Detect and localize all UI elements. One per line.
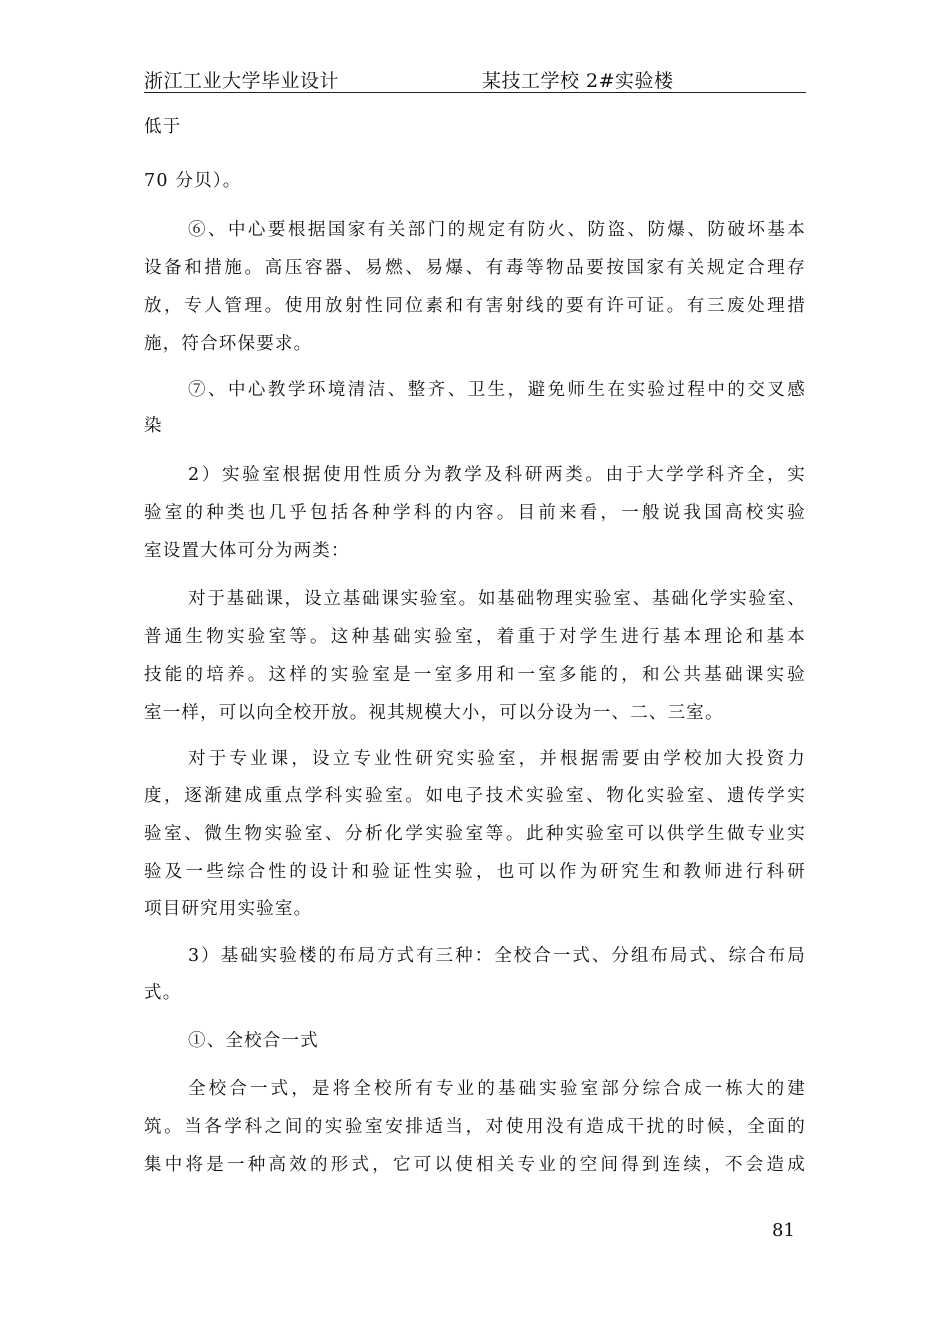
paragraph-first-line: 全校合一式，是将全校所有专业的基础实验室部分综合成一栋大的建	[188, 1079, 806, 1099]
text-line: 室一样，可以向全校开放。视其规模大小，可以分设为一、二、三室。	[144, 703, 724, 723]
header-project-title: 某技工学校 2#实验楼	[482, 70, 674, 92]
text-line: 度，逐渐建成重点学科实验室。如电子技术实验室、物化实验室、遗传学实	[144, 786, 806, 806]
text-line: 设备和措施。高压容器、易燃、易爆、有毒等物品要按国家有关规定合理存	[144, 258, 806, 278]
paragraph-first-line: 对于专业课，设立专业性研究实验室，并根据需要由学校加大投资力	[188, 749, 806, 769]
paragraph-first-line: 对于基础课，设立基础课实验室。如基础物理实验室、基础化学实验室、	[188, 589, 806, 609]
text-line: 验室的种类也几乎包括各种学科的内容。目前来看，一般说我国高校实验	[144, 503, 806, 523]
page-number: 81	[772, 1220, 795, 1241]
text-line: 低于	[144, 117, 182, 137]
text-line: 70 分贝）。	[144, 171, 242, 191]
text-line: 施，符合环保要求。	[144, 334, 313, 354]
section-heading: ①、全校合一式	[188, 1031, 319, 1051]
text-line: 集中将是一种高效的形式，它可以使相关专业的空间得到连续，不会造成	[144, 1155, 806, 1175]
header-university-title: 浙江工业大学毕业设计	[144, 70, 340, 92]
paragraph-first-line: ⑥、中心要根据国家有关部门的规定有防火、防盗、防爆、防破坏基本	[188, 220, 806, 240]
text-line: 验室、微生物实验室、分析化学实验室等。此种实验室可以供学生做专业实	[144, 824, 806, 844]
text-line: 筑。当各学科之间的实验室安排适当，对使用没有造成干扰的时候，全面的	[144, 1117, 806, 1137]
text-line: 染	[144, 416, 163, 436]
text-line: 普通生物实验室等。这种基础实验室，着重于对学生进行基本理论和基本	[144, 627, 806, 647]
text-line: 式。	[144, 983, 182, 1003]
text-line: 验及一些综合性的设计和验证性实验，也可以作为研究生和教师进行科研	[144, 862, 806, 882]
paragraph-first-line: ⑦、中心教学环境清洁、整齐、卫生，避免师生在实验过程中的交叉感	[188, 380, 806, 400]
text-line: 室设置大体可分为两类：	[144, 541, 350, 561]
text-line: 技能的培养。这样的实验室是一室多用和一室多能的，和公共基础课实验	[144, 665, 806, 685]
text-line: 项目研究用实验室。	[144, 899, 313, 919]
paragraph-first-line: 3）基础实验楼的布局方式有三种：全校合一式、分组布局式、综合布局	[188, 946, 806, 966]
paragraph-first-line: 2）实验室根据使用性质分为教学及科研两类。由于大学学科齐全，实	[188, 465, 806, 485]
text-line: 放，专人管理。使用放射性同位素和有害射线的要有许可证。有三废处理措	[144, 296, 806, 316]
page-header	[144, 60, 806, 93]
